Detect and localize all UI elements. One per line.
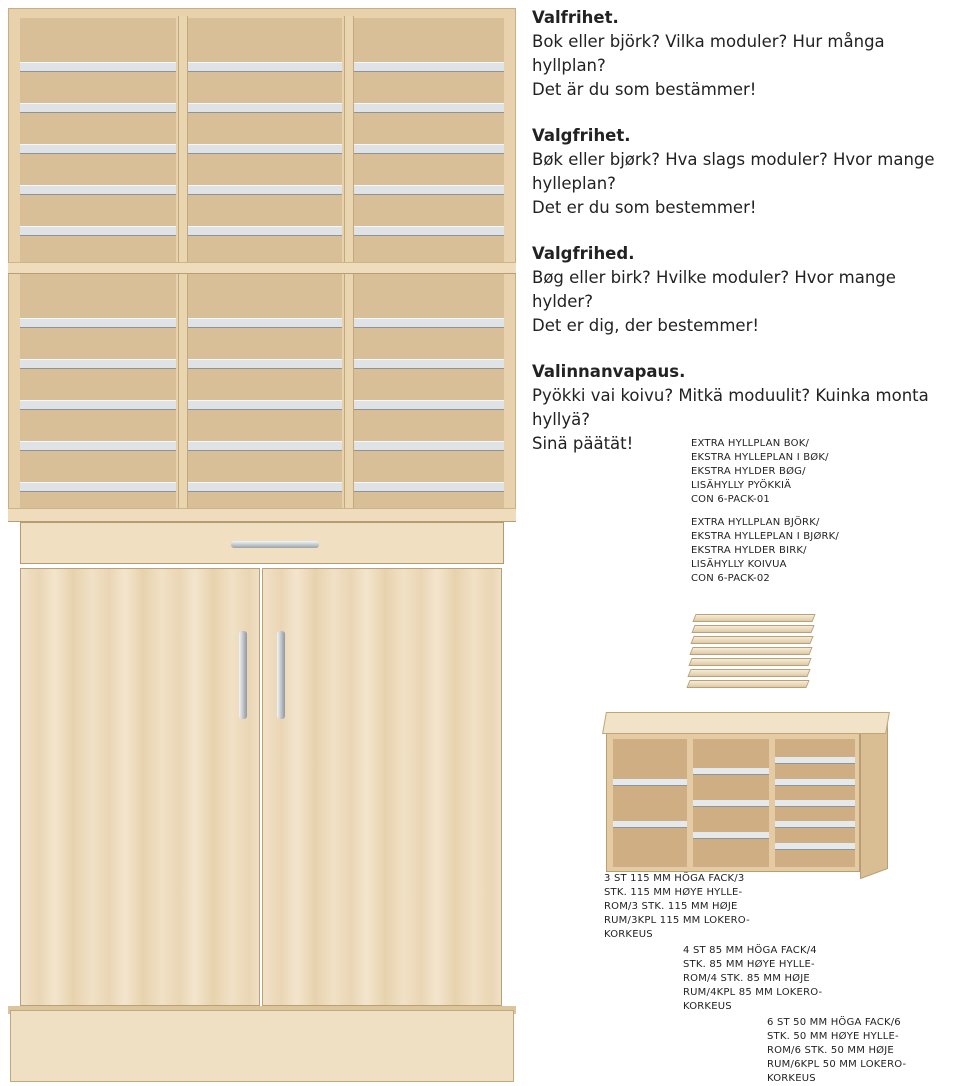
caption-line: ROM/4 STK. 85 MM HØJE (683, 973, 810, 984)
cabinet-bay (352, 274, 504, 518)
unit-shelf (613, 821, 687, 828)
unit-shelf (775, 843, 855, 850)
caption-line: CON 6-PACK-01 (691, 494, 770, 505)
extra-shelf-plate (689, 647, 812, 655)
unit-side (860, 721, 888, 879)
caption-line: RUM/6KPL 50 MM LOKERO- (767, 1059, 907, 1070)
caption-line: RUM/4KPL 85 MM LOKERO- (683, 987, 823, 998)
caption-line: EXTRA HYLLPLAN BJÖRK/ (691, 517, 820, 528)
caption-line: KORKEUS (604, 929, 653, 940)
caption-line: EKSTRA HYLDER BØG/ (691, 466, 806, 477)
intro-text (532, 6, 952, 478)
caption-line: LISÄHYLLY PYÖKKIÄ (691, 480, 792, 491)
door-handle-right (277, 631, 285, 719)
cabinet-door-left (20, 568, 260, 1006)
sorting-shelf (352, 400, 504, 410)
sorting-shelf (20, 359, 176, 369)
unit-body (606, 732, 860, 872)
sorting-shelf (352, 359, 504, 369)
cabinet-worktop (8, 508, 516, 522)
sorting-shelf (352, 144, 504, 154)
unit-shelf (775, 779, 855, 786)
unit-shelf (693, 832, 769, 839)
caption-line: EXTRA HYLLPLAN BOK/ (691, 438, 810, 449)
intro-line: Pyökki vai koivu? Mitkä moduulit? Kuinka monta hyllyä? (532, 386, 929, 429)
sorting-shelf (186, 441, 342, 451)
compartment-unit-image (604, 712, 888, 874)
caption-line: 3 ST 115 MM HÖGA FACK/3 (604, 873, 745, 884)
caption-line: RUM/3KPL 115 MM LOKERO- (604, 915, 750, 926)
intro-line: Bøg eller birk? Hvilke moduler? Hvor mange hylder? (532, 268, 896, 311)
intro-line: Sinä päätät! (532, 434, 634, 453)
cabinet-bay (186, 274, 342, 518)
sorting-shelf (186, 103, 342, 113)
intro-line: Det er dig, der bestemmer! (532, 316, 759, 335)
sorting-shelf (20, 441, 176, 451)
caption-line: LISÄHYLLY KOIVUA (691, 559, 787, 570)
extra-shelf-plate (690, 636, 813, 644)
caption-fack-115 (604, 872, 750, 942)
cabinet-door-right (262, 568, 502, 1006)
drawer-handle (231, 541, 319, 548)
unit-compartment (775, 739, 855, 867)
unit-compartment (693, 739, 769, 867)
cabinet-plinth (10, 1010, 514, 1082)
sorting-shelf (186, 482, 342, 492)
caption-line: STK. 85 MM HØYE HYLLE- (683, 959, 815, 970)
extra-shelf-plate (692, 614, 815, 622)
sorting-shelf (186, 318, 342, 328)
sorting-shelf (352, 441, 504, 451)
caption-line: KORKEUS (767, 1073, 816, 1084)
unit-compartment (613, 739, 687, 867)
sorting-shelf (20, 62, 176, 72)
intro-danish (532, 242, 952, 338)
unit-shelf (775, 821, 855, 828)
sorting-shelf (186, 400, 342, 410)
unit-shelf (775, 800, 855, 807)
sorting-shelf (186, 359, 342, 369)
caption-line: 4 ST 85 MM HÖGA FACK/4 (683, 945, 817, 956)
caption-extra-beech (691, 437, 829, 507)
unit-top (602, 712, 890, 734)
heading-norwegian: Valgfrihet. (532, 126, 631, 145)
cabinet-bay (352, 18, 504, 270)
cabinet-bay (186, 18, 342, 270)
caption-extra-birch (691, 516, 839, 586)
sorting-shelf (352, 103, 504, 113)
caption-line: ROM/3 STK. 115 MM HØJE (604, 901, 738, 912)
sorting-shelf (352, 482, 504, 492)
sorting-shelf (20, 144, 176, 154)
door-handle-left (239, 631, 247, 719)
sorting-shelf (20, 400, 176, 410)
sorting-shelf (186, 62, 342, 72)
sorting-shelf (352, 185, 504, 195)
cabinet-middle-panel (8, 262, 516, 274)
unit-shelf (693, 768, 769, 775)
sorting-cabinet-image (8, 8, 516, 1082)
sorting-shelf (20, 103, 176, 113)
intro-line: Det er du som bestemmer! (532, 198, 757, 217)
caption-line: EKSTRA HYLLEPLAN I BØK/ (691, 452, 829, 463)
sorting-shelf (352, 318, 504, 328)
cabinet-drawer (20, 522, 504, 564)
extra-shelf-plate (686, 680, 809, 688)
unit-shelf (613, 779, 687, 786)
heading-finnish: Valinnanvapaus. (532, 362, 686, 381)
intro-swedish (532, 6, 952, 102)
caption-line: KORKEUS (683, 1001, 732, 1012)
sorting-shelf (20, 226, 176, 236)
caption-line: STK. 50 MM HØYE HYLLE- (767, 1031, 899, 1042)
sorting-shelf (20, 185, 176, 195)
caption-line: STK. 115 MM HØYE HYLLE- (604, 887, 743, 898)
caption-fack-85 (683, 944, 822, 1014)
caption-line: EKSTRA HYLLEPLAN I BJØRK/ (691, 531, 839, 542)
caption-line: ROM/6 STK. 50 MM HØJE (767, 1045, 894, 1056)
caption-line: CON 6-PACK-02 (691, 573, 770, 584)
unit-shelf (775, 757, 855, 764)
sorting-shelf (20, 318, 176, 328)
extra-shelf-plate (687, 669, 810, 677)
sorting-shelf (186, 144, 342, 154)
sorting-shelf (186, 226, 342, 236)
intro-line: Det är du som bestämmer! (532, 80, 757, 99)
extra-shelf-plate (688, 658, 811, 666)
sorting-shelf (20, 482, 176, 492)
heading-danish: Valgfrihed. (532, 244, 635, 263)
cabinet-bay (20, 274, 176, 518)
unit-shelf (693, 800, 769, 807)
extra-shelves-stack-image (688, 614, 812, 700)
caption-line: EKSTRA HYLDER BIRK/ (691, 545, 807, 556)
extra-shelf-plate (691, 625, 814, 633)
sorting-shelf (186, 185, 342, 195)
sorting-shelf (352, 226, 504, 236)
cabinet-bay (20, 18, 176, 270)
intro-norwegian (532, 124, 952, 220)
intro-line: Bok eller björk? Vilka moduler? Hur många hyllplan? (532, 32, 885, 75)
intro-line: Bøk eller bjørk? Hva slags moduler? Hvor mange hylleplan? (532, 150, 935, 193)
caption-line: 6 ST 50 MM HÖGA FACK/6 (767, 1017, 901, 1028)
caption-fack-50 (767, 1016, 906, 1086)
heading-swedish: Valfrihet. (532, 8, 619, 27)
sorting-shelf (352, 62, 504, 72)
